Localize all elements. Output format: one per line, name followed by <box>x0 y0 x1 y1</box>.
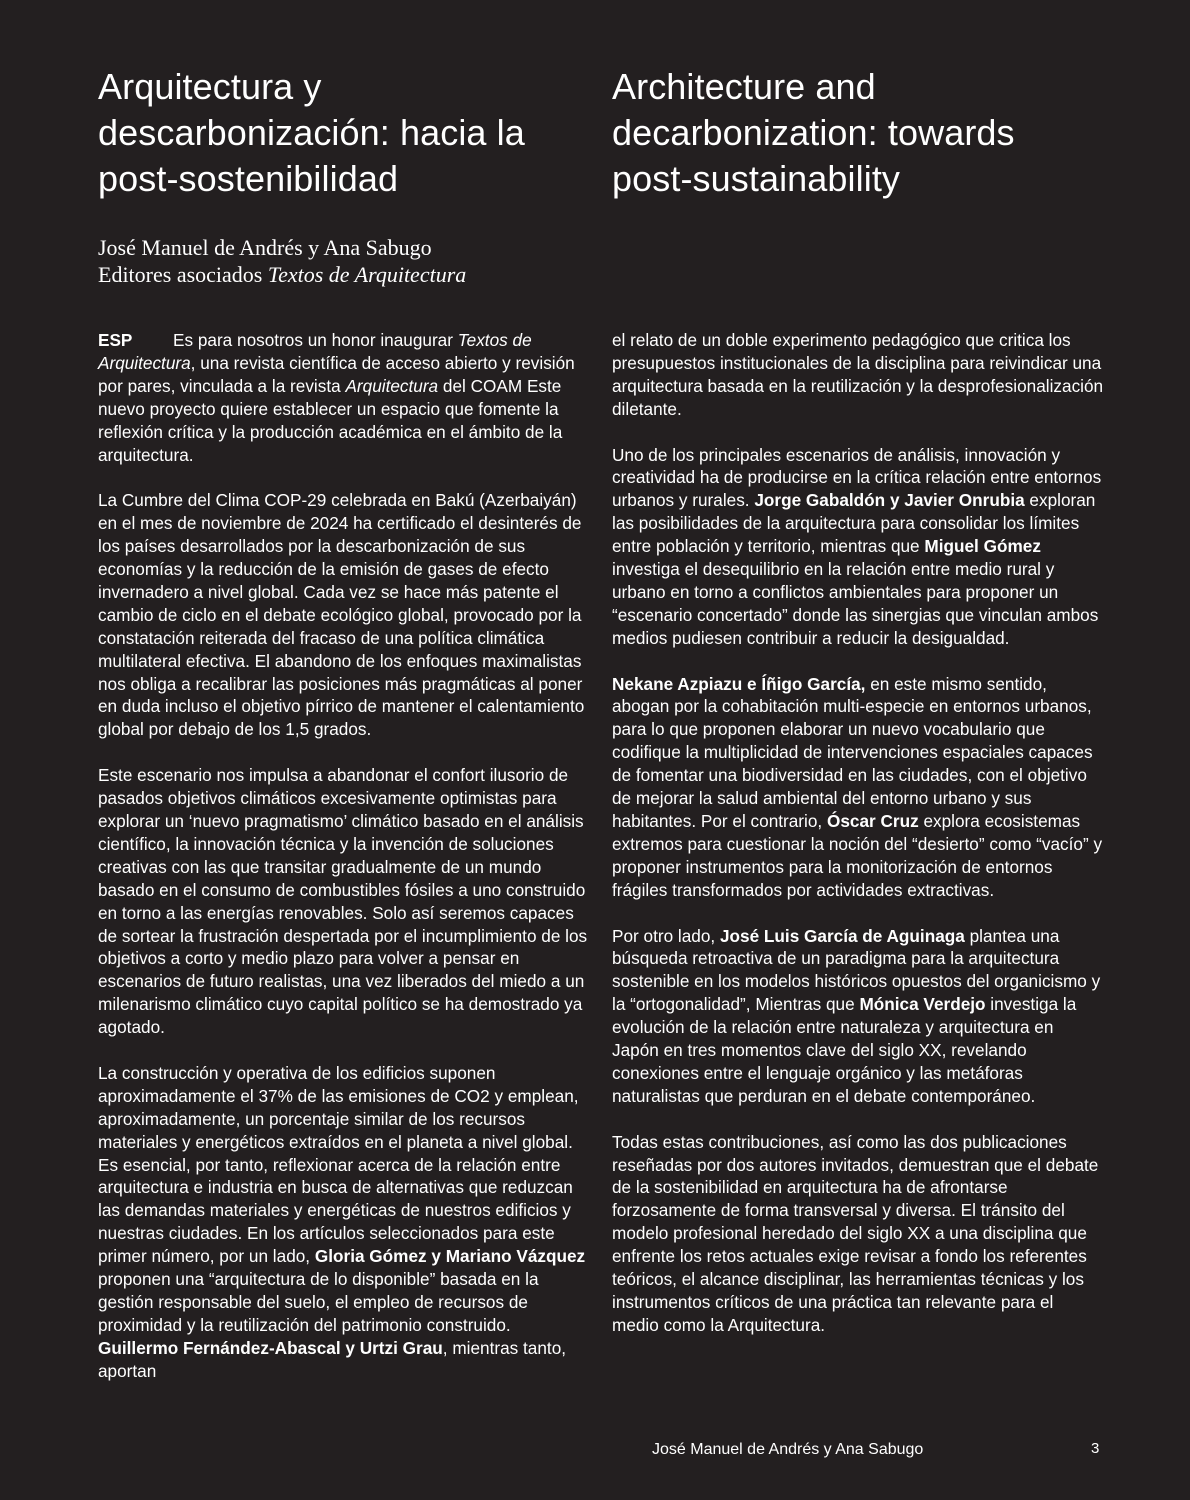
paragraph <box>612 925 1104 1108</box>
paragraph <box>98 329 590 466</box>
text-run: La construcción y operativa de los edificios suponen aproximadamente el 37% de las emisiones de CO2 y emplean, aproximadamente, un porcentaje similar de los recursos materiales y energéticos extraídos en el planeta a nivel global. Es esencial, por tanto, reflexionar acerca de la relación entre arquitectura e industria en busca de alternativas que reduzcan las demandas materiales y energéticas de nuestros edificios y nuestras ciudades. En los artículos seleccionados para este primer número, por un lado, <box>98 1062 579 1267</box>
footer-author: José Manuel de Andrés y Ana Sabugo <box>652 1441 924 1458</box>
paragraph: el relato de un doble experimento pedagógico que critica los presupuestos institucionales de la disciplina para reivindicar una arquitectura basada en la reutilización y la desprofesionalización diletante. <box>612 330 1104 419</box>
byline <box>98 234 466 288</box>
author-name: Mónica Verdejo <box>859 994 986 1015</box>
text-run: exploran las posibilidades de la arquitectura para consolidar los límites entre población y territorio, mientras que <box>612 490 1096 557</box>
author-name: Nekane Azpiazu e Íñigo García, <box>612 673 866 694</box>
paragraph <box>612 673 1104 902</box>
byline-journal: Textos de Arquitectura <box>267 262 467 287</box>
author-name: Gloria Gómez y Mariano Vázquez <box>314 1246 586 1267</box>
paragraph: La Cumbre del Clima COP-29 celebrada en Bakú (Azerbaiyán) en el mes de noviembre de 2024 ha certificado el desinterés de los países desarrollados por la descarbonización de sus economías y la reducción de la emisión de gases de efecto invernadero a nivel global. Cada vez se hace más patente el cambio de ciclo en el debate ecológico global, provocado por la constatación reiterada del fracaso de una política climática multilateral efectiva. El abandono de los enfoques maximalistas nos obliga a recalibrar las posiciones más pragmáticas al poner en duda incluso el objetivo pírrico de mantener el calentamiento global por debajo de los 1,5 grados. <box>98 490 585 740</box>
title-english: Architecture and decarbonization: towards post-sustainability <box>612 66 1015 199</box>
byline-role: Editores asociados <box>98 262 263 287</box>
text-run: , mientras tanto, aportan <box>98 1337 567 1381</box>
text-run: investiga el desequilibrio en la relación entre medio rural y urbano en torno a conflictos ambientales para proponer un “escenario concertado” donde las sinergias que vinculan ambos medios pudiesen contribuir a reducir la desigualdad. <box>612 559 1099 648</box>
author-name: José Luis García de Aguinaga <box>719 925 965 946</box>
author-name: Óscar Cruz <box>826 811 919 831</box>
text-run: explora ecosistemas extremos para cuestionar la noción del “desierto” como “vacío” y proponer instrumentos para la monitorización de entornos frágiles transformados por actividades extractivas. <box>612 811 1103 900</box>
author-name: Jorge Gabaldón y Javier Onrubia <box>754 490 1025 511</box>
text-run: investiga la evolución de la relación entre naturaleza y arquitectura en Japón en tres momentos clave del siglo XX, revelando conexiones entre el lenguaje orgánico y las metáforas naturalistas que perduran en el debate contemporáneo. <box>612 994 1077 1106</box>
byline-authors: José Manuel de Andrés y Ana Sabugo <box>98 235 432 260</box>
left-column <box>98 329 590 1383</box>
text-run: proponen una “arquitectura de lo disponible” basada en la gestión responsable del suelo, el empleo de recursos de proximidad y la reutilización del patrimonio construido. <box>98 1269 539 1335</box>
right-column <box>612 329 1104 1337</box>
text-run: plantea una búsqueda retroactiva de un paradigma para la arquitectura sostenible en los modelos históricos opuestos del organicismo y la “ortogonalidad”, Mientras que <box>612 925 1101 1015</box>
magazine-name: Arquitectura <box>345 375 439 396</box>
text-run: en este mismo sentido, abogan por la cohabitación multi-especie en entornos urbanos, para lo que proponen elaborar un nuevo vocabulario que codifique la multiplicidad de intervenciones espaciales capaces de fomentar una biodiversidad en las ciudades, con el objetivo de mejorar la salud ambiental del entorno urbano y sus habitantes. Por el contrario, <box>612 673 1093 831</box>
author-name: Guillermo Fernández-Abascal y Urtzi Grau <box>98 1337 443 1358</box>
byline-role-line <box>98 261 466 288</box>
paragraph <box>98 1062 590 1383</box>
language-tag: ESP <box>98 330 133 350</box>
text-run: , una revista científica de acceso abierto y revisión por pares, vinculada a la revista <box>98 352 575 396</box>
page-number: 3 <box>1091 1440 1100 1457</box>
paragraph <box>612 444 1104 650</box>
journal-name: Textos de Arquitectura <box>98 330 532 373</box>
text-run: del COAM Este nuevo proyecto quiere establecer un espacio que fomente la reflexión crítica y la producción académica en el ámbito de la arquitectura. <box>98 375 563 465</box>
paragraph: Todas estas contribuciones, así como las dos publicaciones reseñadas por dos autores invitados, demuestran que el debate de la sostenibilidad en arquitectura ha de afrontarse forzosamente de forma transversal y diversa. El tránsito del modelo profesional heredado del siglo XX a una disciplina que enfrente los retos actuales exige revisar a fondo los referentes teóricos, el alcance disciplinar, las herramientas técnicas y los instrumentos críticos de una práctica tan relevante para el medio como la Arquitectura. <box>612 1131 1099 1335</box>
title-spanish: Arquitectura y descarbonización: hacia la post-sostenibilidad <box>98 66 525 199</box>
text-run: Es para nosotros un honor inaugurar <box>173 330 458 350</box>
text-run: Por otro lado, <box>612 925 720 946</box>
paragraph: Este escenario nos impulsa a abandonar el confort ilusorio de pasados objetivos climáticos excesivamente optimistas para explorar un ‘nuevo pragmatismo’ climático basado en el análisis científico, la innovación técnica y la invención de soluciones creativas con las que transitar gradualmente de un mundo basado en el consumo de combustibles fósiles a uno construido en torno a las energías renovables. Solo así seremos capaces de sortear la frustración despertada por el incumplimiento de los objetivos a corto y medio plazo para volver a pensar en escenarios de futuro realistas, una vez liberados del miedo a un milenarismo climático cuyo capital político se ha demostrado ya agotado. <box>98 765 588 1038</box>
author-name: Miguel Gómez <box>924 536 1041 557</box>
text-run: Uno de los principales escenarios de análisis, innovación y creatividad ha de producirse en la crítica relación entre entornos urbanos y rurales. <box>612 444 1102 511</box>
